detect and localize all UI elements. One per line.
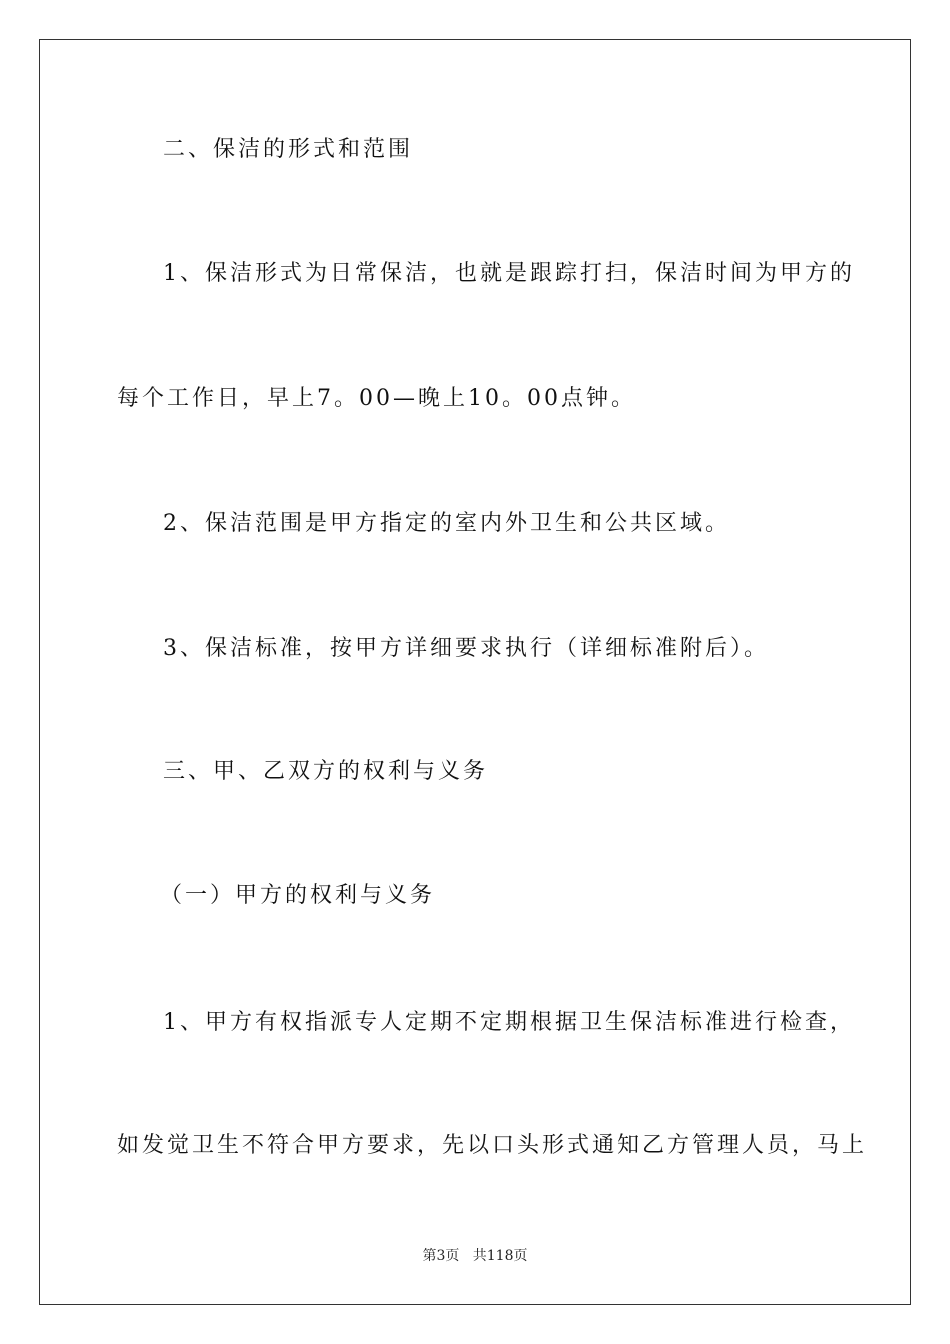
page-number-footer: 第3页 共118页 (422, 1248, 528, 1264)
subsection-heading: （一）甲方的权利与义务 (160, 883, 436, 908)
page-border (39, 39, 911, 1305)
paragraph-line: 如发觉卫生不符合甲方要求，先以口头形式通知乙方管理人员，马上 (117, 1133, 868, 1158)
paragraph-line: 1、甲方有权指派专人定期不定期根据卫生保洁标准进行检查， (163, 1010, 855, 1035)
section-heading-2: 二、保洁的形式和范围 (163, 137, 414, 162)
paragraph-line: 每个工作日，早上7。00—晚上10。00点钟。 (117, 386, 636, 411)
paragraph-line: 2、保洁范围是甲方指定的室内外卫生和公共区域。 (163, 511, 730, 536)
paragraph-line: 3、保洁标准，按甲方详细要求执行（详细标准附后）。 (163, 636, 769, 661)
section-heading-3: 三、甲、乙双方的权利与义务 (163, 759, 489, 784)
paragraph-line: 1、保洁形式为日常保洁，也就是跟踪打扫，保洁时间为甲方的 (163, 261, 855, 286)
